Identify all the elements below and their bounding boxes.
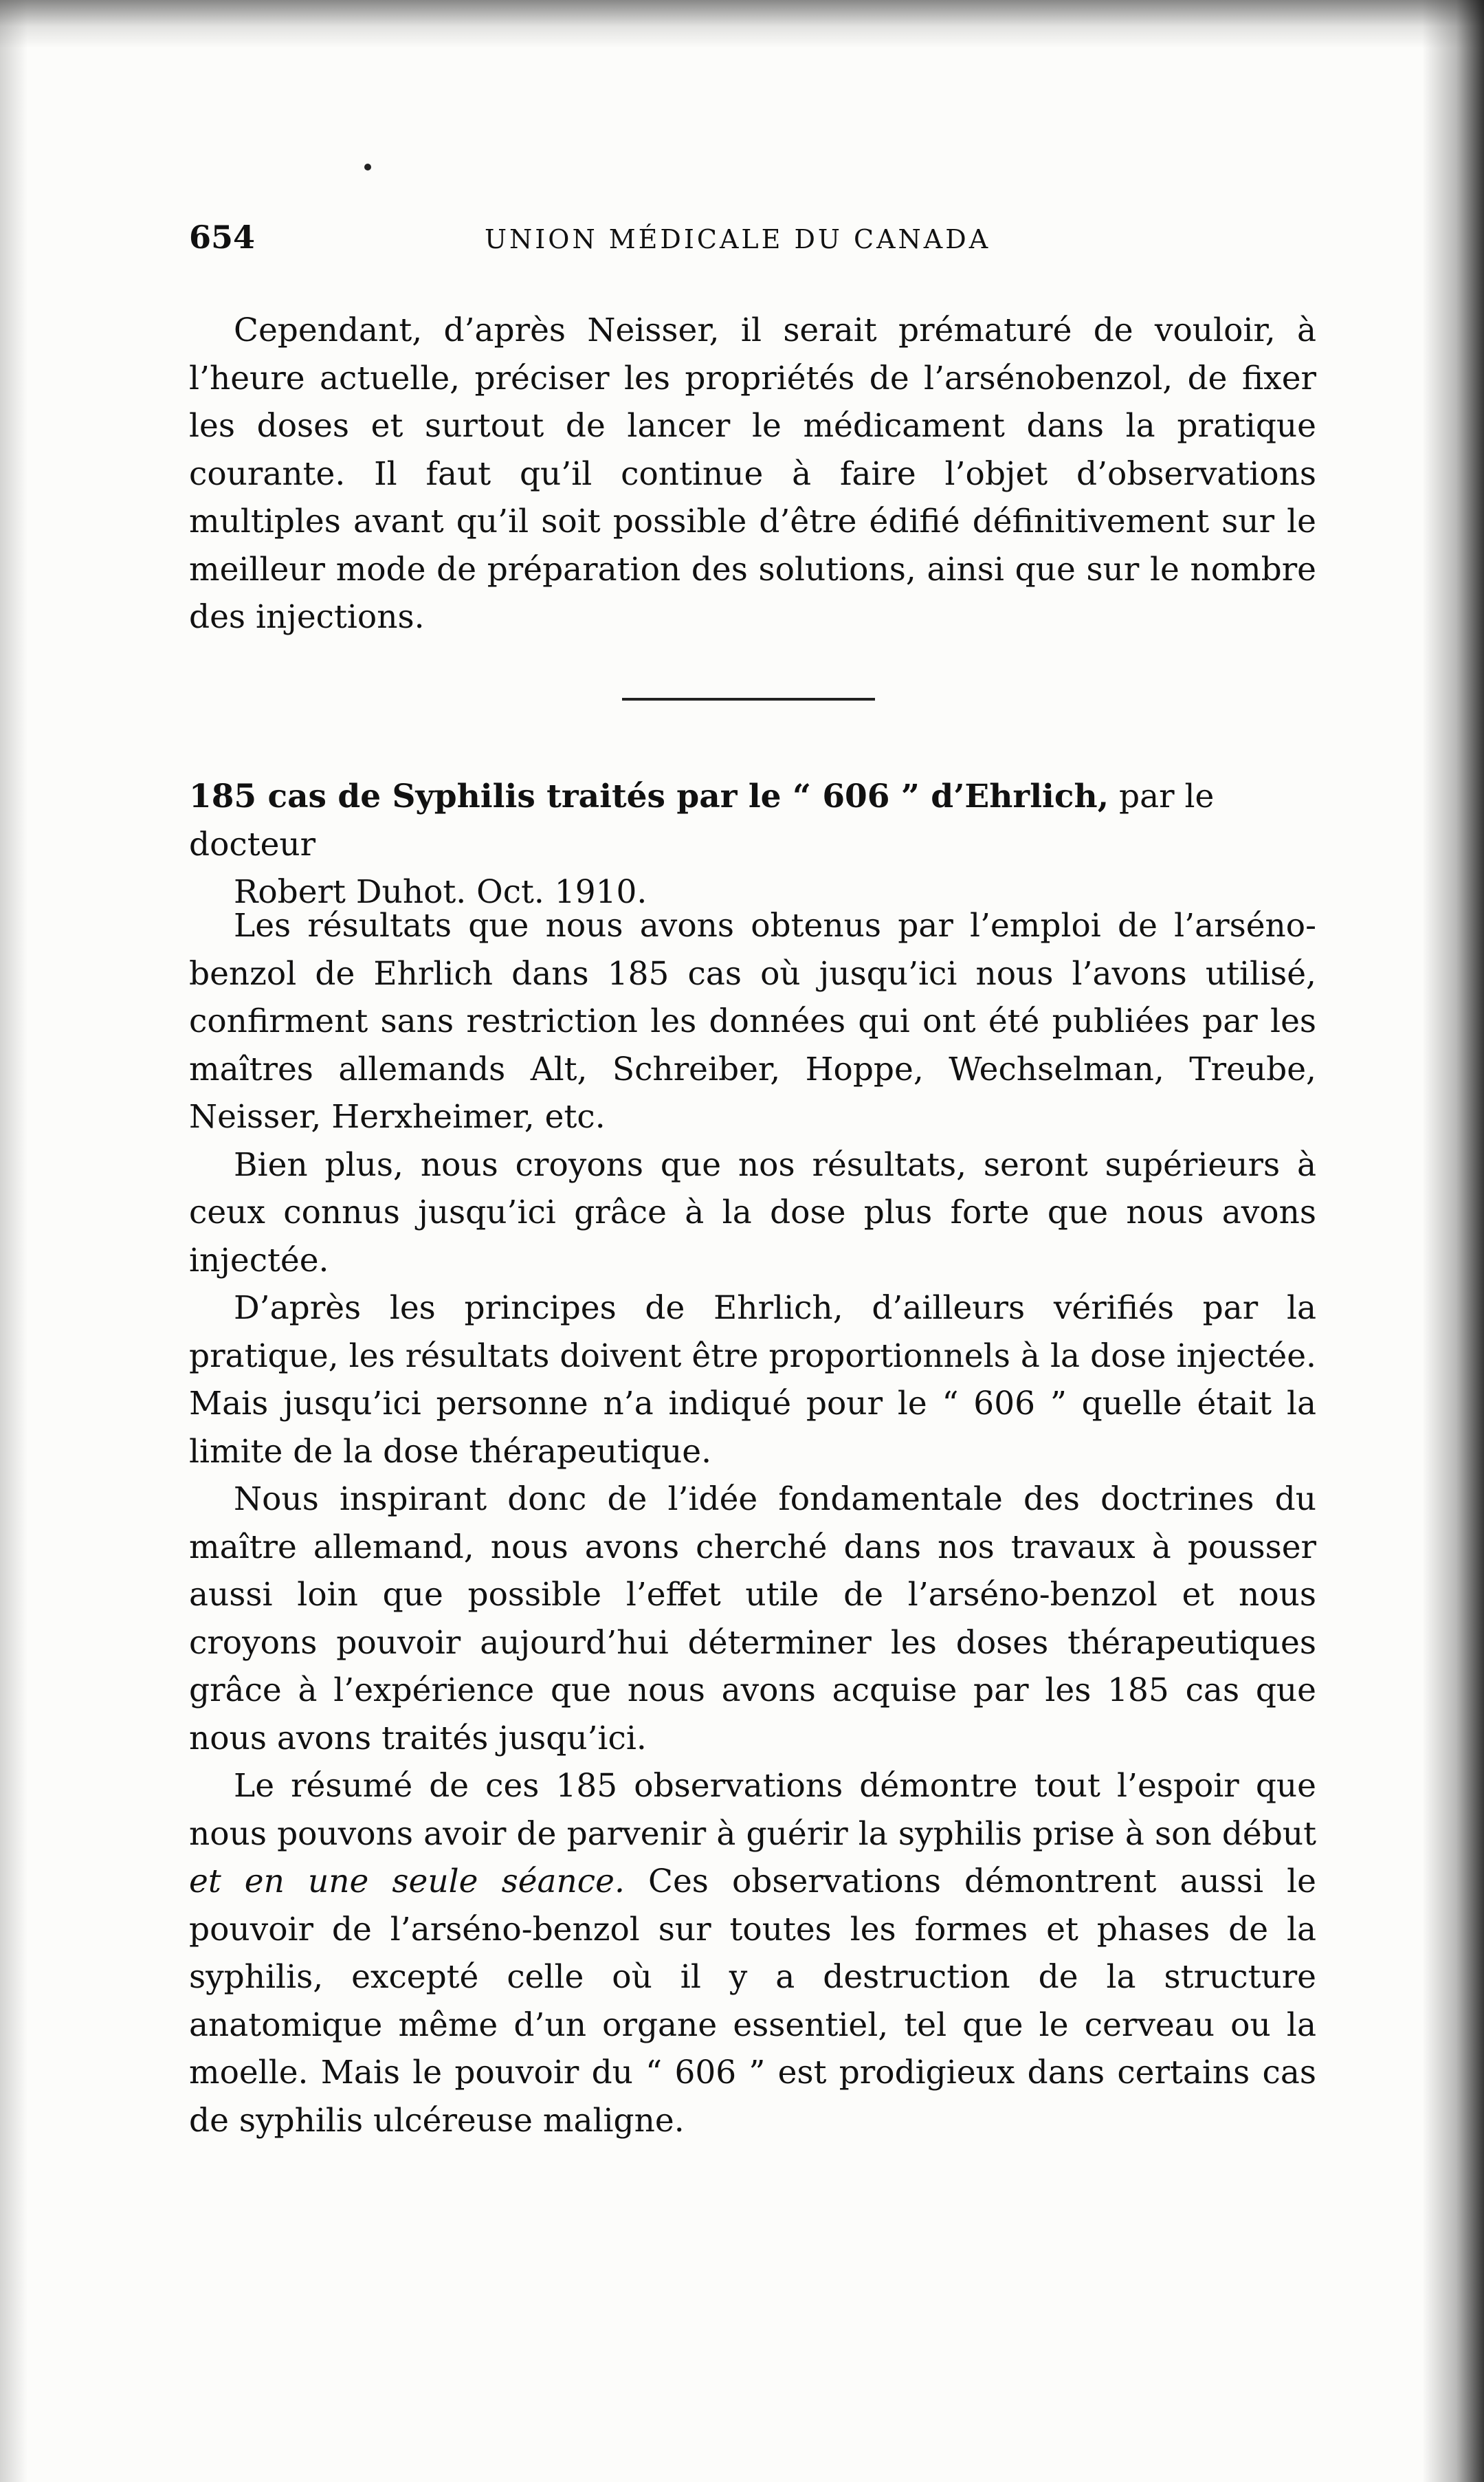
scan-speck [364, 164, 371, 171]
body-paragraph-last [189, 1762, 1316, 2144]
body-paragraph: Bien plus, nous croyons que nos résultats, seront supérieurs à ceux connus jusqu’ici grâce à la dose plus forte que nous avons injectée. [189, 1145, 1316, 1280]
last-paragraph-part1: Le résumé de ces 185 observations démontre tout l’espoir que nous pouvons avoir de parvenir à guérir la syphilis prise à son début [189, 1767, 1316, 1853]
scan-edge-right [1422, 0, 1484, 2482]
body-paragraph: Nous inspirant donc de l’idée fondamentale des doctrines du maître allemand, nous avons cherché dans nos travaux à pousser aussi loin que possible l’effet utile de l’arséno-benzol et nous croyons pouvoir aujourd’hui déterminer les doses thérapeutiques grâce à l’expérience que nous avons acquise par les 185 cas que nous avons traités jusqu’ici. [189, 1480, 1316, 1757]
body-paragraph: Les résultats que nous avons obtenus par l’emploi de l’arséno-benzol de Ehrlich dans 185 cas où jusqu’ici nous l’avons utilisé, confirment sans restriction les données qui ont été publiées par les maîtres allemands Alt, Schreiber, Hoppe, Wechselman, Treube, Neisser, Herxheimer, etc. [189, 907, 1316, 1136]
body-paragraph: D’après les principes de Ehrlich, d’ailleurs vérifiés par la pratique, les résultats doivent être proportionnels à la dose injectée. Mais jusqu’ici personne n’a indiqué pour le “ 606 ” quelle était la limite de la dose thérapeutique. [189, 1289, 1316, 1471]
last-paragraph-italic: et en une seule séance. [189, 1863, 625, 1900]
page-header [189, 219, 1316, 267]
article-title-rest: par le docteur [189, 778, 1215, 864]
article-title: 185 cas de Syphilis traités par le “ 606 ” d’Ehrlich, [189, 778, 1109, 815]
intro-paragraph: Cependant, d’après Neisser, il serait prématuré de vouloir, à l’heure actuelle, préciser les propriétés de l’arsénobenzol, de fixer les doses et surtout de lancer le médicament dans la pratique courante. Il faut qu’il continue à faire l’objet d’observations multiples avant qu’il soit possible d’être édifié définitivement sur le meilleur mode de préparation des solutions, ainsi que sur le nombre des injections. [189, 311, 1316, 636]
last-paragraph-part2: Ces observations démontrent aussi le pouvoir de l’arséno-benzol sur toutes les formes et phases de la syphilis, excepté celle où il y a destruction de la structure anatomique même d’un organe essentiel, tel que le cerveau ou la moelle. Mais le pouvoir du “ 606 ” est prodigieux dans certains cas de syphilis ulcéreuse maligne. [189, 1863, 1316, 2140]
scan-edge-left [0, 0, 27, 2482]
running-head: UNION MÉDICALE DU CANADA [485, 224, 991, 254]
article-body [189, 902, 1316, 2144]
article-heading [189, 773, 1316, 916]
page-number: 654 [189, 219, 256, 256]
intro-paragraph-block [189, 307, 1316, 641]
article-author-line: Robert Duhot. Oct. 1910. [234, 873, 647, 911]
scan-edge-top [0, 0, 1484, 48]
section-divider [622, 698, 875, 701]
